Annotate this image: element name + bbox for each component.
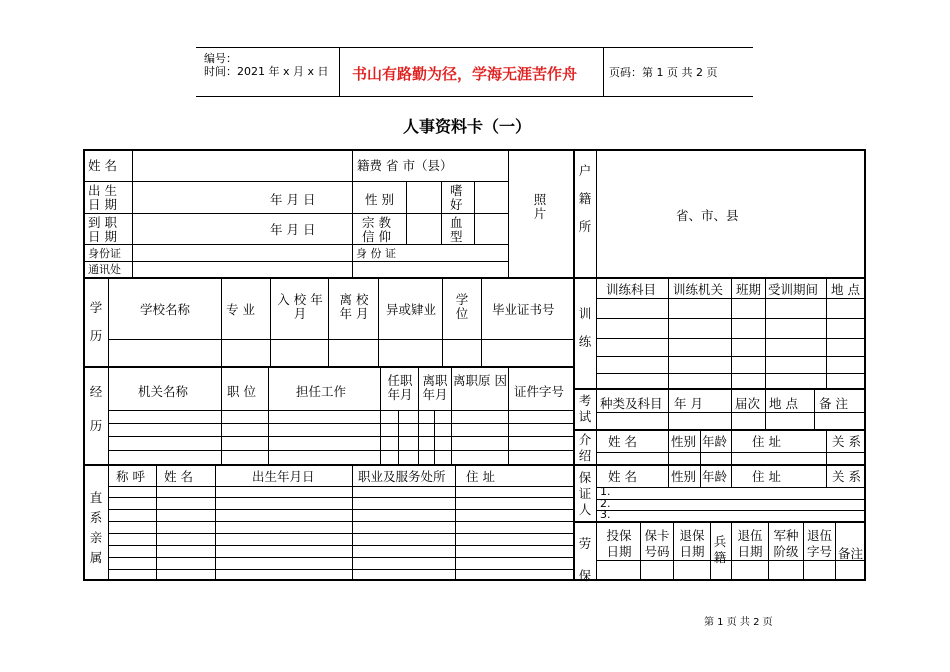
rule (83, 181, 508, 182)
rule (108, 436, 573, 437)
rule (508, 149, 509, 277)
exp-header: 证件字号 (514, 384, 565, 399)
rule (731, 277, 732, 388)
rule (108, 509, 573, 510)
exam-header: 种类及科目 (600, 396, 663, 411)
rule (83, 213, 508, 214)
rule (455, 464, 456, 581)
rule (108, 521, 573, 522)
rule (596, 318, 866, 319)
page-code: 页码：第 1 页 共 2 页 (609, 66, 718, 79)
rule (328, 277, 329, 366)
guarantor-section: 保 证 人 (578, 470, 592, 517)
rule (668, 464, 669, 487)
rule (442, 277, 443, 366)
rule (441, 181, 442, 244)
labor-header: 保卡 号码 (644, 528, 670, 559)
rule (596, 412, 866, 413)
labor-header: 投保 日期 (606, 528, 632, 559)
rule (378, 277, 379, 366)
intro-header: 住 址 (752, 434, 781, 449)
rule (156, 464, 157, 581)
intro-header: 关 系 (832, 434, 861, 449)
time-label: 时间：2021 年 x 月 x 日 (204, 65, 329, 78)
labor-section: 劳 保 (578, 536, 592, 583)
guar-header: 年龄 (702, 469, 728, 484)
rule (108, 339, 573, 340)
rule (221, 277, 222, 366)
edu-header: 离 校 年 月 (339, 292, 369, 321)
train-header: 训练机关 (673, 282, 724, 297)
rule (731, 429, 732, 464)
huji-value: 省、市、县 (676, 208, 739, 223)
rule (731, 388, 732, 429)
rule (108, 450, 573, 451)
rel-header: 称 呼 (116, 469, 145, 484)
rel-header: 姓 名 (164, 469, 193, 484)
exam-header: 届次 (735, 396, 761, 411)
rule (108, 423, 573, 424)
exp-header: 担任工作 (296, 384, 347, 399)
labor-header: 兵 籍 (713, 534, 727, 565)
rule (640, 521, 641, 581)
rule (700, 464, 701, 487)
blood-label: 血 型 (450, 215, 463, 244)
relatives-section: 直 系 亲 属 (89, 490, 103, 565)
rule (83, 261, 508, 262)
intro-section: 介 绍 (578, 432, 592, 463)
native-label: 籍费 省 市（县） (357, 158, 453, 173)
rule (108, 569, 573, 570)
rule (596, 149, 597, 581)
rule (596, 356, 866, 357)
rule (108, 545, 573, 546)
rule (406, 181, 407, 244)
exp-header: 任职 年月 (387, 373, 413, 402)
rule (596, 499, 866, 500)
religion-label: 宗 教 信 仰 (362, 215, 391, 244)
exam-header: 年 月 (674, 396, 703, 411)
guar-row: 2. (600, 497, 611, 510)
edu-header: 入 校 年 月 (277, 292, 323, 321)
rule (668, 277, 669, 388)
address-label: 通讯处 (88, 263, 121, 276)
guar-header: 性别 (671, 469, 697, 484)
rule (573, 521, 866, 523)
exam-section: 考 试 (578, 393, 592, 424)
rule (731, 464, 732, 487)
gender-label: 性 别 (365, 192, 394, 207)
rule (596, 487, 866, 488)
experience-section: 经 历 (89, 384, 103, 433)
rule (573, 149, 575, 581)
join-date: 年 月 日 (270, 222, 316, 237)
rule (826, 277, 827, 388)
rule (108, 464, 109, 581)
rule (83, 366, 573, 368)
rule (434, 410, 435, 464)
exp-header: 离职原 因 (453, 373, 507, 388)
page-title: 人事资料卡（一） (403, 117, 532, 136)
birth-date: 年 月 日 (270, 192, 316, 207)
hobby-label: 嗜 好 (450, 183, 463, 212)
rule (596, 452, 866, 453)
rule (765, 277, 766, 388)
rule (215, 464, 216, 581)
exp-header: 机关名称 (138, 384, 189, 399)
page-footer: 第 1 页 共 2 页 (704, 617, 773, 628)
edu-header: 学 位 (455, 292, 469, 321)
labor-header: 退伍 字号 (806, 528, 832, 559)
header-divider (339, 47, 340, 96)
huji-label: 户 籍 所 (578, 163, 592, 234)
rule (596, 373, 866, 374)
train-header: 地 点 (831, 282, 860, 297)
rule (270, 277, 271, 366)
edu-header: 毕业证书号 (492, 302, 555, 317)
rule (108, 533, 573, 534)
rule (596, 560, 866, 561)
training-section: 训 练 (578, 306, 592, 349)
edu-header: 异或肄业 (386, 302, 437, 317)
exp-header: 离职 年月 (422, 373, 448, 402)
rule (398, 410, 399, 464)
guar-header: 住 址 (752, 469, 781, 484)
rule (596, 510, 866, 511)
rule (108, 486, 573, 487)
guar-header: 关 系 (832, 469, 861, 484)
idno-label: 身 份 证 (356, 247, 396, 260)
rule (596, 338, 866, 339)
rule (83, 244, 508, 245)
rule (108, 497, 573, 498)
rule (573, 429, 866, 431)
rule (573, 277, 866, 279)
rule (352, 464, 353, 581)
rule (668, 388, 669, 429)
rule (108, 557, 573, 558)
intro-header: 姓 名 (608, 434, 637, 449)
photo-box-label: 照 片 (533, 192, 547, 221)
exam-header: 备 注 (819, 396, 848, 411)
name-label: 姓 名 (88, 158, 117, 173)
guar-row: 1. (600, 485, 611, 498)
idcard-label: 身份证 (88, 247, 121, 260)
rule (596, 298, 866, 299)
rule (814, 388, 815, 429)
edu-header: 学校名称 (140, 302, 191, 317)
rule (700, 429, 701, 464)
rule (481, 277, 482, 366)
rule (826, 429, 827, 464)
header-top-rule (196, 47, 753, 48)
rule (108, 277, 109, 366)
labor-header: 退伍 日期 (737, 528, 763, 559)
motto-text: 书山有路勤为径，学海无涯苦作舟 (352, 65, 578, 83)
labor-header: 军种 阶级 (773, 528, 799, 559)
rule (108, 410, 573, 411)
rule (474, 181, 475, 244)
exam-header: 地 点 (769, 396, 798, 411)
intro-header: 性别 (671, 434, 697, 449)
rule (710, 521, 711, 581)
intro-header: 年龄 (702, 434, 728, 449)
edu-header: 专 业 (226, 302, 255, 317)
train-header: 训练科目 (606, 282, 657, 297)
join-label: 到 职 日 期 (88, 215, 117, 244)
serial-label: 编号： (204, 52, 237, 65)
rule (573, 464, 866, 466)
header-divider (603, 47, 604, 96)
birth-label: 出 生 日 期 (88, 183, 117, 212)
guar-header: 姓 名 (608, 469, 637, 484)
rule (673, 521, 674, 581)
guar-row: 3. (600, 508, 611, 521)
rel-header: 出生年月日 (252, 469, 315, 484)
rel-header: 住 址 (466, 469, 495, 484)
rule (826, 464, 827, 487)
train-header: 班期 (736, 282, 762, 297)
header-bottom-rule (196, 96, 753, 97)
rule (835, 521, 836, 581)
education-section: 学 历 (89, 300, 103, 343)
rule (668, 429, 669, 464)
labor-header: 退保 日期 (679, 528, 705, 559)
rel-header: 职业及服务处所 (358, 469, 446, 484)
labor-header: 备注 (838, 546, 864, 561)
rule (765, 388, 766, 429)
train-header: 受训期间 (768, 282, 819, 297)
rule (731, 521, 732, 581)
rule (573, 388, 866, 390)
exp-header: 职 位 (227, 384, 256, 399)
